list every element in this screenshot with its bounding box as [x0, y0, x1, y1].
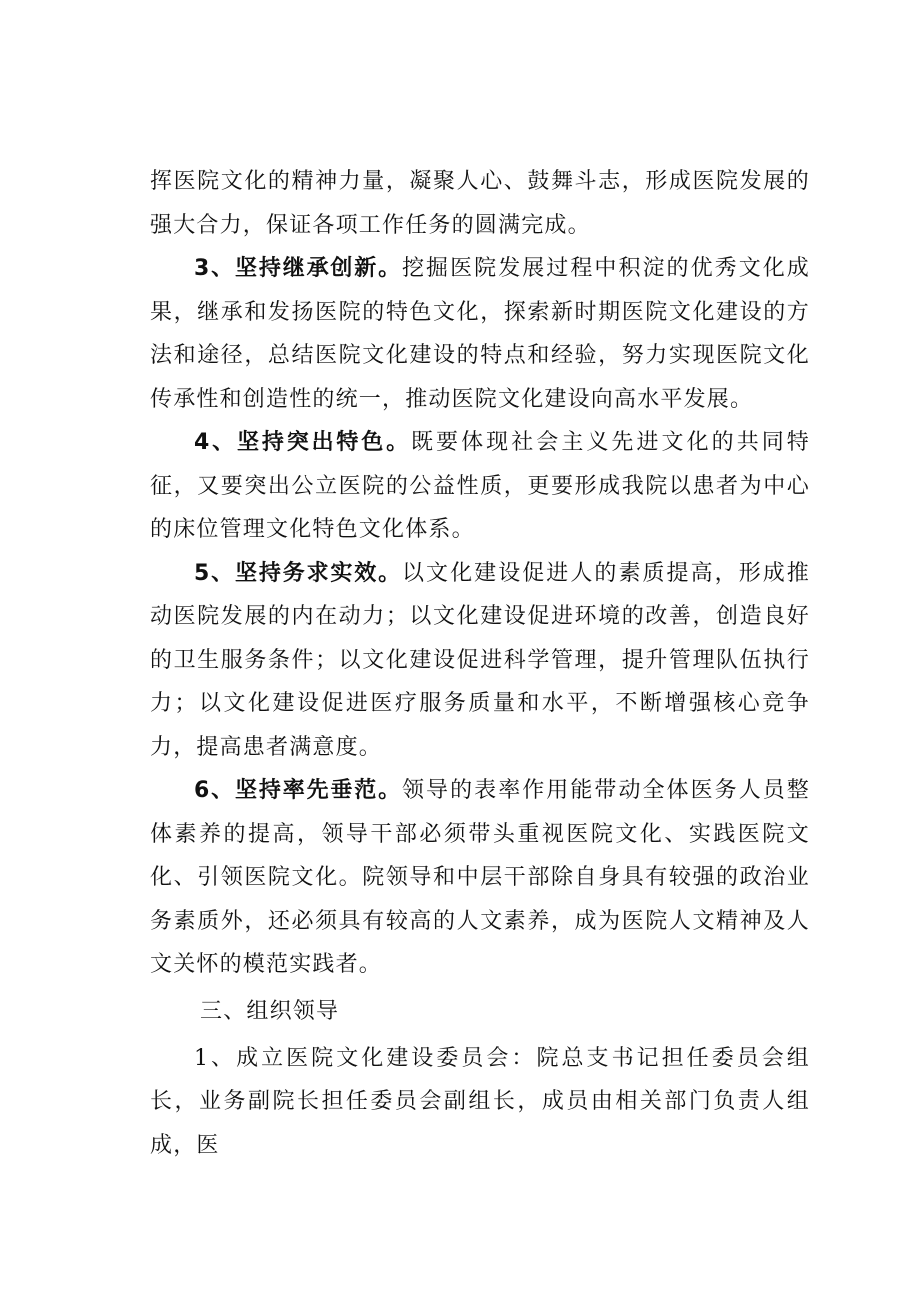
principle-paragraph-4	[150, 421, 810, 552]
principle-paragraph-5	[150, 552, 810, 770]
principle-lead-3: 3、坚持继承创新。	[194, 256, 402, 281]
section-paragraph-1: 1、成立医院文化建设委员会：院总支书记担任委员会组长，业务副院长担任委员会副组长，成员由相关部门负责人组成，医	[150, 1045, 810, 1158]
principle-lead-5: 5、坚持务求实效。	[194, 560, 402, 586]
principle-body-5: 以文化建设促进人的素质提高，形成推动医院发展的内在动力；以文化建设促进环境的改善，创造良好的卫生服务条件；以文化建设促进科学管理，提升管理队伍执行力；以文化建设促进医疗服务质量和水平，不断增强核心竞争力，提高患者满意度。	[150, 560, 811, 760]
principle-lead-4: 4、坚持突出特色。	[194, 430, 411, 455]
principle-body-6: 领导的表率作用能带动全体医务人员整体素养的提高，领导干部必须带头重视医院文化、实践医院文化、引领医院文化。院领导和中层干部除自身具有较强的政治业务素质外，还必须具有较高的人文素养，成为医院人文精神及人文关怀的模范实践者。	[150, 778, 811, 977]
document-body	[150, 160, 810, 1167]
principle-body-4: 既要体现社会主义先进文化的共同特征，又要突出公立医院的公益性质，更要形成我院以患者为中心的床位管理文化特色文化体系。	[150, 430, 811, 542]
section-heading: 三、组织领导	[200, 998, 340, 1024]
continuation-paragraph: 挥医院文化的精神力量，凝聚人心、鼓舞斗志，形成医院发展的强大合力，保证各项工作任务的圆满完成。	[150, 169, 810, 238]
principle-paragraph-6	[150, 769, 810, 987]
principle-body-3: 挖掘医院发展过程中积淀的优秀文化成果，继承和发扬医院的特色文化，探索新时期医院文化建设的方法和途径，总结医院文化建设的特点和经验，努力实现医院文化传承性和创造性的统一，推动医院文化建设向高水平发展。	[150, 256, 811, 412]
principle-paragraph-3	[150, 247, 810, 421]
principle-lead-6: 6、坚持率先垂范。	[194, 778, 402, 803]
